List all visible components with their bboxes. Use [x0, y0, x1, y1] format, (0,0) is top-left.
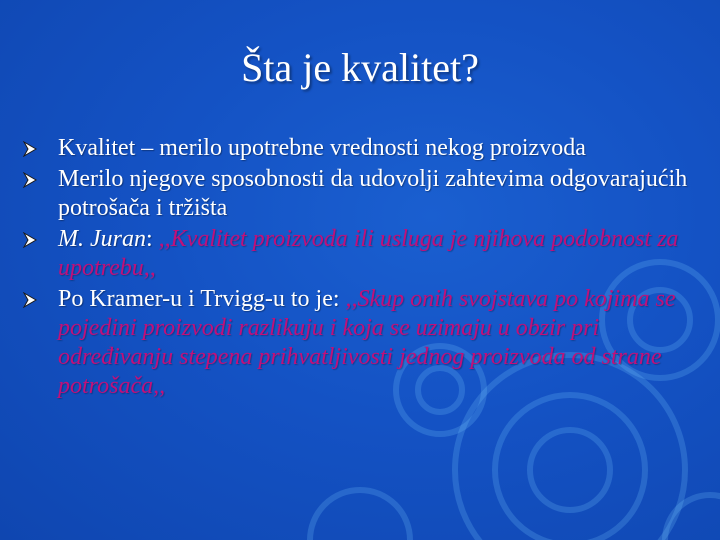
bullet-item	[22, 134, 692, 163]
bullet-author: M. Juran	[58, 226, 146, 252]
bullet-lead: Po Kramer-u i Trvigg-u to je:	[58, 286, 346, 312]
bullet-quote: ,,Kvalitet proizvoda ili usluga je njihova podobnost za upotrebu,,	[58, 226, 679, 281]
slide-title: Šta je kvalitet?	[241, 45, 479, 90]
bullet-text: Merilo njegove sposobnosti da udovolji zahtevima odgovarajućih potrošača i tržišta	[58, 166, 688, 221]
bullet-item	[22, 225, 692, 283]
arrow-right-icon	[22, 141, 38, 157]
arrow-right-icon	[22, 232, 38, 248]
bullet-text: Kvalitet – merilo upotrebne vrednosti nekog proizvoda	[58, 135, 586, 161]
bullet-item	[22, 165, 692, 223]
arrow-right-icon	[22, 172, 38, 188]
bullet-list	[22, 134, 692, 403]
arrow-right-icon	[22, 292, 38, 308]
bullet-separator: :	[145, 226, 159, 252]
bullet-quote: ,,Skup onih svojstava po kojima se pojedini proizvodi razlikuju i koja se uzimaju u obzir pri određivanju stepena prihvatljivosti jednog proizvoda od strane potrošača,,	[58, 286, 676, 399]
bullet-item	[22, 285, 692, 401]
